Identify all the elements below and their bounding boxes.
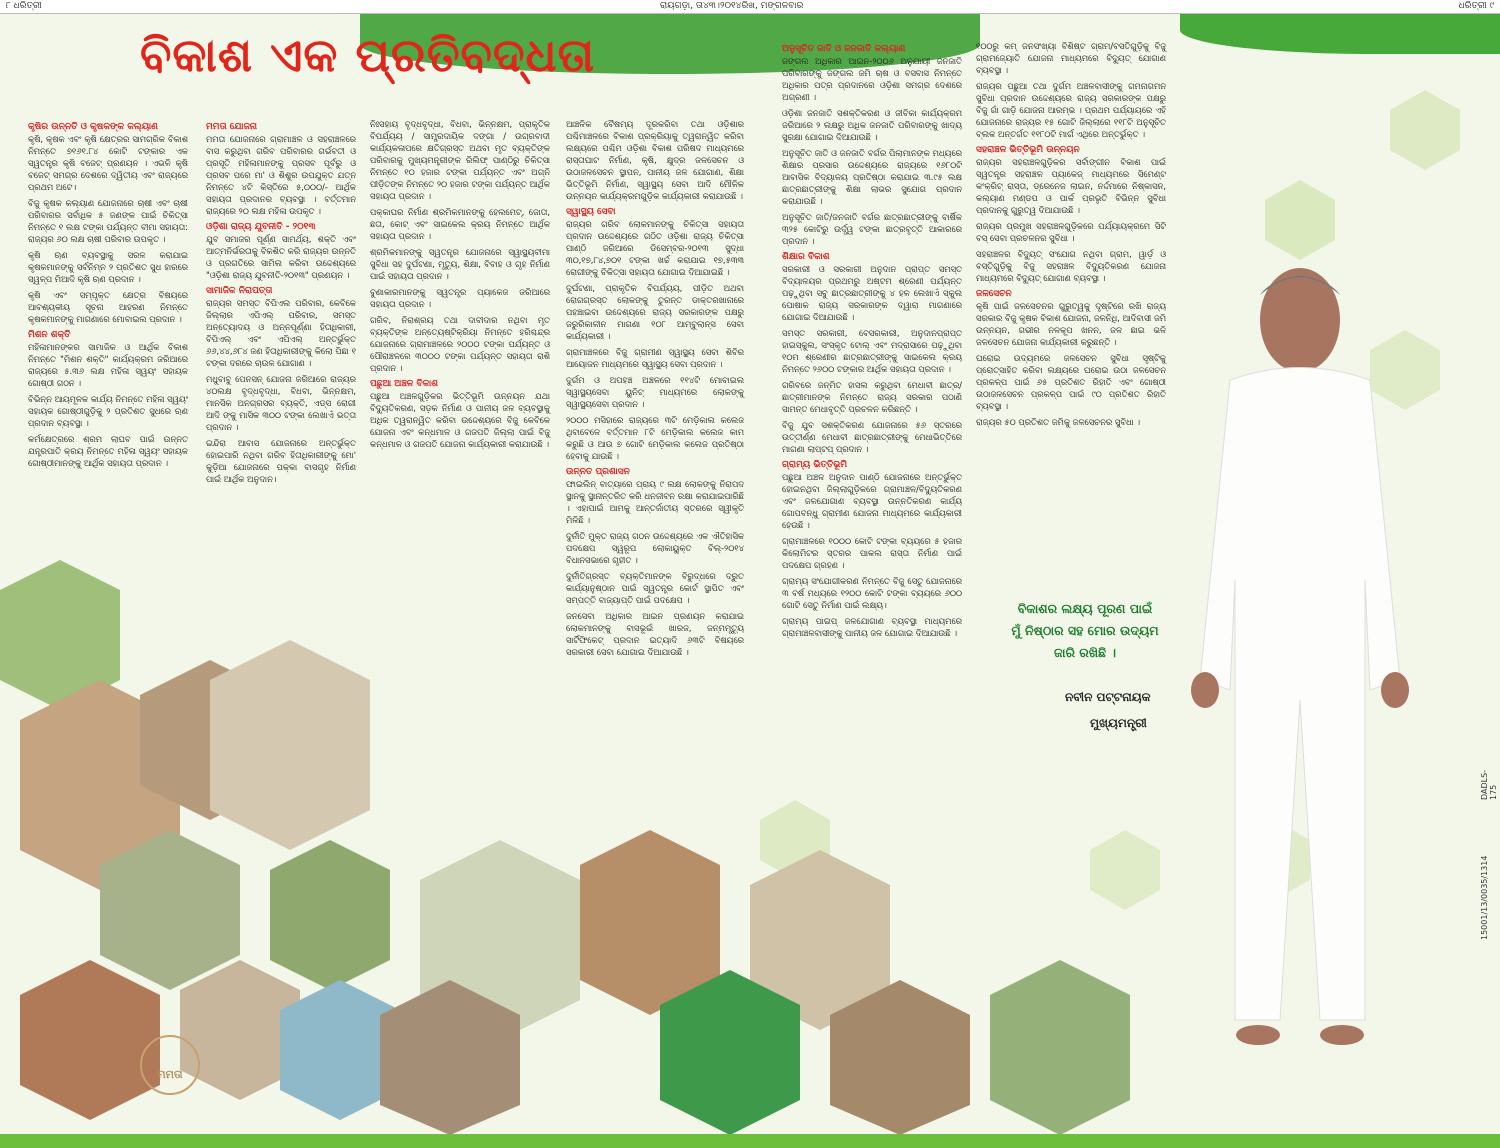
article-paragraph: ଗ୍ରାମାଞ୍ଚଳରେ ବିଜୁ ଗ୍ରାମୀଣ ସ୍ୱାସ୍ଥ୍ୟ ସେବା ଶିବିର ଆୟୋଜନ ମାଧ୍ୟମରେ ସ୍ୱାସ୍ଥ୍ୟ ସେବା ପ୍ରଦାନ ।: [566, 347, 744, 369]
section-heading: ଓଡ଼ିଶା ରାଜ୍ୟ ଯୁବନୀତି - ୨୦୧୩: [206, 222, 316, 232]
article-paragraph: କୃଷି ଏବଂ ସମ୍ପୃକ୍ତ କ୍ଷେତ୍ର ବିଷୟରେ ଆବଶ୍ୟକୀୟ ସୂଚନା ଆହରଣ ନିମନ୍ତେ କୃଷକମାନଙ୍କୁ ମାଗଣାରେ ମୋବାଇଲ ପ୍ରଦାନ ।: [28, 290, 188, 324]
article-paragraph: ଅନୁସୂଚିତ ଜାତି/ଜନଜାତି ବର୍ଗର ଛାତ୍ରଛାତ୍ରୀଙ୍କୁ ବାର୍ଷିକ ୩୨୫ କୋଟିରୁ ଉର୍ଦ୍ଧ୍ୱ ଟଙ୍କା ଛାତ୍ରବୃତ୍ତି ଆକାରରେ ପ୍ରଦାନ ।: [782, 212, 962, 246]
article-paragraph: ବୁଣାକାରମାନଙ୍କୁ ସ୍ୱତନ୍ତ୍ର ପ୍ୟାକେଜ ଜରିଆରେ ସହାୟତା ପ୍ରଦାନ ।: [370, 287, 550, 309]
quote-line-3: ଜାରି ରଖିଛି ।: [1053, 645, 1117, 660]
mamata-logo-text: ମମତା: [157, 1068, 183, 1081]
section-heading: ଉନ୍ନତ ପ୍ରଶାସନ: [566, 467, 630, 477]
article-paragraph: ଜନସେବା ଅଧିକାର ଆଇନ ପ୍ରଣୟନ କରାଯାଇ ଲୋକମାନଙ୍କୁ ବାସଭୂଇଁ ଖାରଜ, ଜନ୍ମମୃତ୍ୟୁ ସାର୍ଟିଫିକେଟ୍ ପ୍ରଦାନ ଇତ୍ୟାଦି ୬୩ଟି ବିଷୟରେ ସରକାରୀ ସେବା ଯୋଗାଇ ଦିଆଯାଉଛି ।: [566, 611, 744, 657]
chief-minister-photo: [1170, 260, 1430, 1060]
article-paragraph: ରାଜ୍ୟର ଗରିବ ଲୋକମାନଙ୍କୁ ଚିକିତ୍ସା ସହାୟତା ପ୍ରଦାନ ଉଦ୍ଦେଶ୍ୟରେ ଗଠିତ ଓଡ଼ିଶା ରାଜ୍ୟ ଚିକିତ୍ସା ପାଣ୍ଠି ଜରିଆରେ ଡିସେମ୍ବର-୨୦୧୩ ସୁଦ୍ଧା ୩୦,୧୭,୮୪,୭୦୧ ଟଙ୍କା ଖର୍ଚ୍ଚ କରାଯାଇ ୧୭,୫୩୩ ରୋଗୀଙ୍କୁ ଚିକିତ୍ସା ସହାୟତା ଯୋଗାଇ ଦିଆଯାଇଛି ।: [566, 219, 744, 277]
article-paragraph: ଆଞ୍ଚଳିକ ବୈଷମ୍ୟ ଦୂରକରିବା ତଥା ଓଡ଼ିଶାର ପଶ୍ଚିମାଞ୍ଚଳରେ ବିକାଶ ପ୍ରକ୍ରିୟାକୁ ତ୍ୱରାନ୍ୱିତ କରିବା ଲକ୍ଷ୍ୟରେ ପଶ୍ଚିମ ଓଡ଼ିଶା ବିକାଶ ପରିଷଦ ମାଧ୍ୟମରେ ରାସ୍ତାଘାଟ ନିର୍ମାଣ, କୃଷି, କ୍ଷୁଦ୍ର ଜଳସେଚନ ଓ ଉଠାଜଳସେଚନ ସ୍ଥାପନ, ପାନୀୟ ଜଳ ଯୋଗାଣ, ଶିକ୍ଷା ଭିତ୍ତିଭୂମି ନିର୍ମାଣ, ସ୍ୱାସ୍ଥ୍ୟ ସେବା ଆଦି ମୌଳିକ ଉନ୍ନୟନ କାର୍ଯ୍ୟକ୍ରମଗୁଡ଼ିକ କାର୍ଯ୍ୟକାରୀ କରାଯାଉଛି ।: [566, 119, 744, 201]
article-column-6: [976, 40, 1166, 432]
article-paragraph: ଗରିବ, ନିରାଶ୍ରୟ ତଥା ଦାବୀଦାର ନଥିବା ମୃତ ବ୍ୟକ୍ତିଙ୍କ ଅନ୍ତ୍ୟେଷ୍ଟିକ୍ରିୟା ନିମନ୍ତେ ହରିଶ୍ଚନ୍ଦ୍ର ଯୋଜନାରେ ଗ୍ରାମାଞ୍ଚଳରେ ୨୦୦୦ ଟଙ୍କା ପର୍ଯ୍ୟନ୍ତ ଓ ପୌରାଞ୍ଚଳରେ ୩୦୦୦ ଟଙ୍କା ପର୍ଯ୍ୟନ୍ତ ସହାୟତା ରାଶି ପ୍ରଦାନ ।: [370, 315, 550, 373]
article-paragraph: ଦୁର୍ନୀତିଗ୍ରସ୍ତ ବ୍ୟକ୍ତିମାନଙ୍କ ବିରୁଦ୍ଧରେ ଦ୍ରୁତ କାର୍ଯ୍ୟାନୁଷ୍ଠାନ ପାଇଁ ସ୍ୱତନ୍ତ୍ର କୋର୍ଟ ସ୍ଥାପିତ ଏବଂ ସମ୍ପତ୍ତି ବାଜ୍ୟାପ୍ତି ପାଇଁ ପଦକ୍ଷେପ ।: [566, 571, 744, 605]
section-heading: ଜଳସେଚନ: [976, 289, 1012, 299]
signature: ନବୀନ ପଟ୍ଟନାୟକ: [1065, 690, 1151, 704]
article-paragraph: କୃଷି ପାଇଁ ଜଳସେଚନର ଗୁରୁତ୍ୱକୁ ଦୃଷ୍ଟିରେ ରଖି ରାଜ୍ୟ ସରକାର ବିଜୁ କୃଷକ ବିକାଶ ଯୋଜନା, ଜଳନିଧି, ଆଦିବାସୀ ଜମି ଉନ୍ନୟନ, ଗଭୀର ନଳକୂପ ଖନନ, ଜଳ ଛାଇ ଭଳି ଜଳସେଚନ ଯୋଜନା କାର୍ଯ୍ୟକାରୀ କରୁଛନ୍ତି ।: [976, 301, 1166, 347]
article-paragraph: ଓଡ଼ିଶା ଜନଜାତି ସଶକ୍ତିକରଣ ଓ ଜୀବିକା କାର୍ଯ୍ୟକ୍ରମ ଜରିଆରେ ୨ ଲକ୍ଷରୁ ଅଧିକ ଜନଜାତି ପରିବାରଙ୍କୁ ଖାଦ୍ୟ ସୁରକ୍ଷା ଯୋଗାଇ ଦିଆଯାଉଛି ।: [782, 108, 962, 142]
photo-hex-6: [20, 960, 160, 1120]
quote-line-1: ବିକାଶର ଲକ୍ଷ୍ୟ ପୂରଣ ପାଇଁ: [1017, 601, 1153, 616]
article-paragraph: ପକ୍କାଘର ନିର୍ମାଣ ଶ୍ରମିକମାନଙ୍କୁ ହେଲମେଟ୍, ଜୋତା, ଛତା, କୋଟ୍ ଏବଂ ସାଇକେଲ କ୍ରୟ ନିମନ୍ତେ ଆର୍ଥିକ ସହାୟତା ପ୍ରଦାନ ।: [370, 207, 550, 241]
article-paragraph: ମଧୁବାବୁ ପେନସନ୍ ଯୋଜନା ଜରିଆରେ ରାଜ୍ୟର ୪୦ଲକ୍ଷ ବୃଦ୍ଧବୃଦ୍ଧା, ବିଧବା, ଭିନ୍ନକ୍ଷମ, ମାନସିକ ଅନଗ୍ରସର ବ୍ୟକ୍ତି, ଏଡ୍ସ ରୋଗୀ ଆଦି ଙ୍କୁ ମାସିକ ୩୦୦ ଟଙ୍କା ଲେଖାଏଁ ଭତ୍ତା ପ୍ରଦାନ ।: [206, 374, 356, 432]
article-paragraph: ଦୁର୍ନୀତି ମୁକ୍ତ ରାଜ୍ୟ ଗଠନ ଉଦ୍ଦେଶ୍ୟରେ ଏକ ଐତିହାସିକ ପଦକ୍ଷେପ ସ୍ୱରୂପ ଲୋକାୟୁକ୍ତ ବିଲ୍-୨୦୧୪ ବିଧାନସଭାରେ ଗୃହୀତ ।: [566, 531, 744, 565]
article-paragraph: କର୍ମକ୍ଷେତ୍ରରେ ଶ୍ରମ ଲାଘବ ପାଇଁ ଉନ୍ନତ ଯନ୍ତ୍ରପାତି କ୍ରୟ ନିମନ୍ତେ ମହିଳା ସ୍ୱୟଂ ସହାୟକ ଗୋଷ୍ଠୀମାନଙ୍କୁ ଆର୍ଥିକ ସହାୟତା ପ୍ରଦାନ ।: [28, 434, 188, 468]
article-paragraph: ମହିଳାମାନଙ୍କର ସାମାଜିକ ଓ ଆର୍ଥିକ ବିକାଶ ନିମନ୍ତେ "ମିଶନ ଶକ୍ତି" କାର୍ଯ୍ୟକ୍ରମ ଜରିଆରେ ରାଜ୍ୟରେ ୫.୩୬ ଲକ୍ଷ ମହିଳା ସ୍ୱୟଂ ସହାୟକ ଗୋଷ୍ଠୀ ଗଠନ ।: [28, 342, 188, 388]
article-paragraph: ଗ୍ରାମାଞ୍ଚଳରେ ୧୦୦୦ କୋଟି ଟଙ୍କା ବ୍ୟୟରେ ୫ ହଜାର କିଲୋମିଟର ସ୍ତରର ପାକଲ ରାସ୍ତା ନିର୍ମାଣ ପାଇଁ ପଦକ୍ଷେପ ଗ୍ରହଣ ।: [782, 536, 962, 570]
article-paragraph: ରାଜ୍ୟର ସମସ୍ତ ବିପିଏଲ ପରିବାର, କେବିକେ ଜିଲ୍ଲାର ଏପିଏଲ୍ ପରିବାର, ସମସ୍ତ ଅନ୍ତ୍ୟୋଦୟ ଓ ଅନ୍ନପୂର୍ଣ୍ଣା ହିତାଧିକାରୀ, ବିପିଏଲ୍ ଏବଂ ଏପିଏଲ୍ ଅନ୍ତର୍ଭୁକ୍ତ ୬୬,୪୪,୬୮୪ ଜଣ ହିତାଧିକାରୀଙ୍କୁ କିଲୋ ପିଛା ୧ ଟଙ୍କା ଦରରେ ଚାଉଳ ଯୋଗାଣ ।: [206, 298, 356, 368]
article-paragraph: ରାଜ୍ୟର ପ୍ରମୁଖ ସହରାଞ୍ଚଳଗୁଡ଼ିକରେ ପର୍ଯ୍ୟାୟକ୍ରମେ ସିଟି ବସ୍ ସେବା ପ୍ରଚଳନର ସୁବିଧା ।: [976, 221, 1166, 243]
article-paragraph: ରାଜ୍ୟର ସହରାଞ୍ଚଳଗୁଡ଼ିକର ସର୍ବାଙ୍ଗୀନ ବିକାଶ ପାଇଁ ସ୍ୱତନ୍ତ୍ର ସହରାଞ୍ଚଳ ପ୍ୟାକେଜ୍ ମାଧ୍ୟମରେ ସିମେଣ୍ଟ କଂକ୍ରିଟ୍ ରାସ୍ତା, ଡ୍ରେନେଜ ଲାଇନ, ନର୍ଦ୍ଦମାରେ ନିଷ୍କାସନ, କଲ୍ୟାଣ ମଣ୍ଡପ ଓ ପାର୍କ ପ୍ରଭୃତି ବିଭିନ୍ନ ସୁବିଧା ପ୍ରଦାନକୁ ଗୁରୁତ୍ୱ ଦିଆଯାଉଛି ।: [976, 157, 1166, 215]
article-paragraph: ପଛୁଆ ଅଞ୍ଚଳ ଅନୁଦାନ ପାଣ୍ଠି ଯୋଜନାରେ ଅନ୍ତର୍ଭୁକ୍ତ ହୋଇନଥିବା ଜିଲ୍ଲାଗୁଡ଼ିକରେ ଗ୍ରାମାଞ୍ଚଳ/ବିଦ୍ୟୁତିକରଣ ଏବଂ ଜଳଯୋଗାଣ ବ୍ୟବସ୍ଥା ଉନ୍ନତିକରଣ କାର୍ଯ୍ୟ ଗୋପବନ୍ଧୁ ଗ୍ରାମୀଣ ଯୋଜନା ମାଧ୍ୟମରେ କାର୍ଯ୍ୟକାରୀ ହେଉଛି ।: [782, 472, 962, 530]
article-paragraph: କୃଷି ଋଣ ବ୍ୟବସ୍ଥାକୁ ସରଳ କରାଯାଇ କୃଷକମାନଙ୍କୁ ସର୍ବନିମ୍ନ ୨ ପ୍ରତିଶତ ସୁଧ ହାରରେ ସ୍ୱଳ୍ପ ମିଆଦି କୃଷି ଋଣ ପ୍ରଦାନ ।: [28, 250, 188, 284]
green-corner-decoration: [1180, 14, 1500, 54]
article-paragraph: ବିଭିନ୍ନ ଆୟମୂଳକ କାର୍ଯ୍ୟ ନିମନ୍ତେ ମହିଳା ସ୍ୱୟଂ ସହାୟକ ଗୋଷ୍ଠୀଗୁଡ଼ିକୁ ୨ ପ୍ରତିଶତ ସୁଧରେ ଋଣ ପ୍ରଦାନ ବ୍ୟବସ୍ଥା ।: [28, 394, 188, 428]
article-paragraph: ଦୁର୍ଗମ ଓ ଅପହଞ୍ଚ ଅଞ୍ଚଳରେ ୧୧୪ଟି ମୋବାଇଲ ସ୍ୱାସ୍ଥ୍ୟସେବା ୟୁନିଟ୍ ମାଧ୍ୟମରେ ଲୋକଙ୍କୁ ସ୍ୱାସ୍ଥ୍ୟସେବା ପ୍ରଦାନ ।: [566, 375, 744, 409]
article-column-5: [782, 40, 962, 643]
article-paragraph: ପଛୁଆ ଅଞ୍ଚଳଗୁଡ଼ିକର ଭିତ୍ତିଭୂମି ଉନ୍ନୟନ ଯଥା ବିଦ୍ୟୁତିକରଣ, ସଡ଼କ ନିର୍ମାଣ ଓ ପାନୀୟ ଜଳ ବ୍ୟବସ୍ଥାକୁ ଅଧିକ ତ୍ୱରାନ୍ୱିତ କରିବା ଉଦ୍ଦେଶ୍ୟରେ ବିଜୁ କେବିକେ ଯୋଜନା ଏବଂ କନ୍ଧମାଳ ଓ ଗଜପତି ଜିଲ୍ଲା ପାଇଁ ବିଜୁ କନ୍ଧମାଳ ଓ ଗଜପତି ଯୋଜନା କାର୍ଯ୍ୟକାରୀ କରାଯାଉଛି ।: [370, 391, 550, 449]
article-paragraph: ଶ୍ରମିକମାନଙ୍କୁ ସ୍ୱତନ୍ତ୍ର ଯୋଜନାରେ ସ୍ୱାସ୍ଥ୍ୟବୀମା ସୁବିଧା ସହ ଦୁର୍ଘଟଣା, ମୃତ୍ୟୁ, ଶିକ୍ଷା, ବିବାହ ଓ ଗୃହ ନିର୍ମାଣ ପାଇଁ ସହାୟତା ପ୍ରଦାନ ।: [370, 247, 550, 281]
article-paragraph: ସହରାଞ୍ଚଳର ବିଦ୍ୟୁତ୍ ସଂଯୋଗ ନଥିବା ଗ୍ରାମ, ୱାର୍ଡ଼ ଓ ବସ୍ତିଗୁଡ଼ିକୁ ବିଜୁ ସହରାଞ୍ଚଳ ବିଦ୍ୟୁତିକରଣ ଯୋଜନା ମାଧ୍ୟମରେ ବିଦ୍ୟୁତ୍ ଯୋଗାଣ ବ୍ୟବସ୍ଥା ।: [976, 249, 1166, 283]
hex-decoration: [1390, 90, 1460, 170]
article-paragraph: ଜଙ୍ଗଲ ଅଧିକାର ଆଇନ-୨୦୦୬ ଅନୁଯାୟୀ ଜନଜାତି ପରିବାରଙ୍କୁ ଜଙ୍ଗଲ ଜମି ଚାଷ ଓ ବସବାସ ନିମନ୍ତେ ଅଧିକାର ପତ୍ର ପ୍ରଦାନରେ ଓଡ଼ିଶା ସମଗ୍ର ଦେଶରେ ଅଗ୍ରଣୀ ।: [782, 56, 962, 102]
article-paragraph: ରାଜ୍ୟର ୫୦ ପ୍ରତିଶତ ଜମିକୁ ଜଳସେଚନର ସୁବିଧା ।: [976, 417, 1141, 427]
article-paragraph: ବିଜୁ କୃଷକ କଲ୍ୟାଣ ଯୋଜନାରେ ଚାଷୀ ଏବଂ ଚାଷୀ ପରିବାରର ସର୍ବାଧିକ ୫ ଜଣଙ୍କ ପାଇଁ ଚିକିତ୍ସା ନିମନ୍ତେ ୧ ଲକ୍ଷ ଟଙ୍କା ପର୍ଯ୍ୟନ୍ତ ବୀମା ସହାୟତା: ରାଜ୍ୟର ୬୦ ଲକ୍ଷ ଚାଷୀ ପରିବାର ଉପକୃତ ।: [28, 198, 188, 244]
section-heading: ସହରାଞ୍ଚଳ ଭିତ୍ତିଭୂମି ଉନ୍ନୟନ: [976, 145, 1080, 155]
article-column-2: [206, 118, 356, 489]
article-paragraph: ଇନ୍ଦିରା ଆବାସ ଯୋଜନାରେ ଅନ୍ତର୍ଭୁକ୍ତ ହୋଇପାରି ନଥିବା ଗରିବ ହିତାଧିକାରୀଙ୍କୁ ମୋ' କୁଡ଼ିଆ ଯୋଜନାରେ ପକ୍କା ବାସଗୃହ ନିର୍ମାଣ ପାଇଁ ଆର୍ଥିକ ଅନୁଦାନ।: [206, 438, 356, 484]
article-paragraph: ରାଜ୍ୟର ପଛୁଆ ତଥା ଦୁର୍ଗମ ଅଞ୍ଚଳବାସୀଙ୍କୁ ଗମନାଗମନ ସୁବିଧା ପ୍ରଦାନ ଉଦ୍ଦେଶ୍ୟରେ ରାଜ୍ୟ ସରକାରଙ୍କ ପକ୍ଷରୁ ବିଜୁ ଗାଁ ଗାଡ଼ି ଯୋଜନା ଆରମ୍ଭ । ପ୍ରଥମ ପର୍ଯ୍ୟାୟରେ ଏହି ଯୋଜନାରେ ରାଜ୍ୟର ୧୫ ଗୋଟି ଜିଲ୍ଲାରେ ୧୧୮ଟି ଅନୁସୂଚିତ ବ୍ଲକ ଅନ୍ତର୍ଗତ ୧୧୮୦ଟି ମାର୍ଗ ଏଥିରେ ଅନ୍ତର୍ଭୁକ୍ତ ।: [976, 81, 1166, 139]
article-paragraph: ୧୦୦ରୁ କମ୍ ଜନସଂଖ୍ୟା ବିଶିଷ୍ଟ ଗ୍ରାମ/ବସତିଗୁଡ଼ିକୁ ବିଜୁ ଗ୍ରାମଜ୍ୟୋତି ଯୋଜନା ମାଧ୍ୟମରେ ବିଦ୍ୟୁତ୍ ଯୋଗାଣ ବ୍ୟବସ୍ଥା ।: [976, 41, 1166, 75]
quote-line-2: ମୁଁ ନିଷ୍ଠାର ସହ ମୋର ଉଦ୍ୟମ: [1011, 623, 1159, 638]
page-footer: [0, 1134, 1500, 1148]
article-column-1: [28, 118, 188, 473]
article-paragraph: ଯୁବ ସମାଜର ପୂର୍ଣ୍ଣ ସାମର୍ଥ୍ୟ, ଶକ୍ତି ଏବଂ ଆତ୍ମନିର୍ଭରତାକୁ ବିକଶିତ କରି ରାଜ୍ୟର ଉନ୍ନତି ଓ ପ୍ରଗତିରେ ସାମିଲ କରିବା ଉଦ୍ଦେଶ୍ୟରେ "ଓଡ଼ିଶା ରାଜ୍ୟ ଯୁବନୀତି-୨୦୧୩" ପ୍ରଣୟନ ।: [206, 234, 356, 280]
left-page-number: ୮ ଧରିତ୍ରୀ: [6, 1, 42, 11]
article-paragraph: ସମସ୍ତ ସରକାରୀ, ବେସରକାରୀ, ଅନୁଦାନପ୍ରାପ୍ତ ହାଇସ୍କୁଲ, ସଂସ୍କୃତ ଟୋଲ୍ ଏବଂ ମଦ୍ରାସାରେ ପଢ଼ୁଥିବା ୧୦ମ ଶ୍ରେଣୀର ଛାତ୍ରଛାତ୍ରୀଙ୍କୁ ସାଇକେଲ କ୍ରୟ ନିମନ୍ତେ ୨୬୦୦ ଟଙ୍କାର ଆର୍ଥିକ ସହାୟତା ପ୍ରଦାନ ।: [782, 328, 962, 374]
photo-hex-14: [660, 970, 800, 1135]
article-paragraph: ଅନୁସୂଚିତ ଜାତି ଓ ଜନଜାତି ବର୍ଗର ପିଲାମାନଙ୍କ ମଧ୍ୟରେ ଶିକ୍ଷାର ପ୍ରସାର ଉଦ୍ଦେଶ୍ୟରେ ରାଜ୍ୟରେ ୧୬୮୦ଟି ଆବାସିକ ବିଦ୍ୟାଳୟ ପ୍ରତିଷ୍ଠା କରାଯାଇ ୩.୯୫ ଲକ୍ଷ ଛାତ୍ରଛାତ୍ରୀଙ୍କୁ ଶିକ୍ଷା ଲାଭର ସୁଯୋଗ ପ୍ରଦାନ କରାଯାଉଛି ।: [782, 148, 962, 206]
hex-decoration: [1265, 180, 1335, 260]
section-heading: ଗ୍ରାମ୍ୟ ଭିତ୍ତିଭୂମି: [782, 460, 848, 470]
dateline: ରାୟଗଡ଼ା, ତା୪୩।୨୦୧୪ରିଖ, ମଙ୍ଗଳବାର: [660, 1, 804, 11]
article-paragraph: କୃଷି, କୃଷକ ଏବଂ କୃଷି କ୍ଷେତ୍ରର ସାମଗ୍ରିକ ବିକାଶ ନିମନ୍ତେ ୭୧୬୧.୮୪ କୋଟି ଟଙ୍କାର ଏକ ସ୍ୱତନ୍ତ୍ର କୃଷି ବଜେଟ୍ ପ୍ରଣୟନ । ଏଭଳି କୃଷି ବଜେଟ୍ ସମଗ୍ର ଦେଶରେ ଦ୍ୱିତୀୟ ଏବଂ ରାଜ୍ୟରେ ପ୍ରଥମ ଅଟେ।: [28, 134, 188, 192]
article-paragraph: ମମତା ଯୋଜନାରେ ଗ୍ରାମାଞ୍ଚଳ ଓ ସହରାଞ୍ଚଳରେ ବାସ କରୁଥିବା ଗରିବ ପରିବାରର ଗର୍ଭବତୀ ଓ ପ୍ରସୂତି ମହିଳାମାନଙ୍କୁ ପ୍ରସବ ପୂର୍ବରୁ ଓ ପ୍ରସବ ପରେ ମା' ଓ ଶିଶୁର ଉପଯୁକ୍ତ ଯତ୍ନ ନିମନ୍ତେ ୪ଟି କିସ୍ତିରେ ୫,୦୦୦/- ଆର୍ଥିକ ସହାୟତା ପ୍ରଦାନର ବ୍ୟବସ୍ଥା । ବର୍ତ୍ତମାନ ରାଜ୍ୟରେ ୨୦ ଲକ୍ଷ ମହିଳା ଉପକୃତ ।: [206, 134, 356, 216]
article-paragraph: ଦୁର୍ଘଟଣା, ପ୍ରାକୃତିକ ବିପର୍ଯ୍ୟୟ, ପୀଡ଼ିତ ଅଥବା ରୋଗଗ୍ରସ୍ତ ଲୋକଙ୍କୁ ତୁରନ୍ତ ଡାକ୍ତରଖାନାରେ ପହଞ୍ଚାଇବା ଉଦ୍ଦେଶ୍ୟରେ ରାଜ୍ୟ ସରକାରଙ୍କ ପକ୍ଷରୁ ଜରୁରିକାଳୀନ ମାଗଣା ୧୦୮ ଆମ୍ବୁଲାନ୍ସ ସେବା କାର୍ଯ୍ୟକାରୀ ।: [566, 283, 744, 341]
ad-code-1: DADLS-175: [1480, 769, 1498, 800]
article-paragraph: ଗ୍ରାମ୍ୟ ପାଇପ୍ ଜଳଯୋଗାଣ ବ୍ୟବସ୍ଥା ମାଧ୍ୟମରେ ଗ୍ରାମାଞ୍ଚଳବାସୀଙ୍କୁ ପାନୀୟ ଜଳ ଯୋଗାଇ ଦିଆଯାଉଛି ।: [782, 616, 962, 638]
section-heading: କୃଷିର ଉନ୍ନତି ଓ କୃଷକଙ୍କ କଲ୍ୟାଣ: [28, 122, 158, 132]
article-paragraph: ଘରୋଇ ଉଦ୍ୟମରେ ଜଳସେଚନ ସୁବିଧା ସୃଷ୍ଟିକୁ ପ୍ରୋତ୍ସାହିତ କରିବା ଲକ୍ଷ୍ୟରେ ଘରୋଇ ଉଠା ଜଳସେଚନ ପ୍ରକଳ୍ପ ପାଇଁ ୬୫ ପ୍ରତିଶତ ରିହାତି ଏବଂ ଗୋଷ୍ଠୀ ଉଠାଜଳସେଚନ ପ୍ରକଳ୍ପ ପାଇଁ ୯୦ ପ୍ରତିଶତ ରିହାତି ବ୍ୟବସ୍ଥା ।: [976, 353, 1166, 411]
signature-role: ମୁଖ୍ୟମନ୍ତ୍ରୀ: [1090, 716, 1147, 730]
section-heading: ଅନୁସୂଚିତ ଜାତି ଓ ଜନଜାତି କଲ୍ୟାଣ: [782, 44, 906, 54]
photo-hex-8: [270, 840, 390, 990]
mamata-logo: [140, 1035, 200, 1095]
article-paragraph: ଗ୍ରାମ୍ୟ ସଂଯୋଗୀକରଣ ନିମନ୍ତେ ବିଜୁ ସେତୁ ଯୋଜନାରେ ୩ ବର୍ଷ ମଧ୍ୟରେ ୧୨୦୦ କୋଟି ଟଙ୍କା ବ୍ୟୟରେ ୬୦୦ ଗୋଟି ସେତୁ ନିର୍ମାଣ ପାଇଁ ଲକ୍ଷ୍ୟ।: [782, 576, 962, 610]
section-heading: ମମତା ଯୋଜନା: [206, 122, 258, 132]
section-heading: ସ୍ୱାସ୍ଥ୍ୟ ସେବା: [566, 207, 616, 217]
article-paragraph: ବିଜୁ ଯୁବ ସଶକ୍ତିକରଣ ଯୋଜନାରେ ୫୬ ସ୍ତରରେ ଉତ୍ତୀର୍ଣ୍ଣ ମେଧାବୀ ଛାତ୍ରଛାତ୍ରୀଙ୍କୁ ମେଧାଭିତ୍ତିରେ ମାଗଣା ଲାପ୍‌ଟପ୍ ପ୍ରଦାନ ।: [782, 420, 962, 454]
section-heading: ସାମାଜିକ ନିରାପତ୍ତା: [206, 286, 273, 296]
photo-hex-4: [210, 640, 370, 850]
ad-code-2: 15001/13/0035/1314: [1480, 855, 1489, 940]
page-title: ବିକାଶ ଏକ ପ୍ରତିବଦ୍ଧତା: [140, 28, 596, 82]
page-header: [0, 0, 1500, 14]
section-heading: ଶିକ୍ଷାର ବିକାଶ: [782, 252, 830, 262]
section-heading: ପଛୁଆ ଅଞ୍ଚଳ ବିକାଶ: [370, 379, 438, 389]
article-paragraph: ନିଃସହାୟ ବୃଦ୍ଧବୃଦ୍ଧା, ବିଧବା, ଭିନ୍ନକ୍ଷମ, ପ୍ରାକୃତିକ ବିପର୍ଯ୍ୟୟ / ସାମ୍ପ୍ରଦାୟିକ ଦଙ୍ଗା / ଉଗ୍ରବାଦୀ କାର୍ଯ୍ୟକଳାପରେ କ୍ଷତିଗ୍ରସ୍ତ ଅଥବା ମୃତ ବ୍ୟକ୍ତିଙ୍କ ପରିବାରକୁ ମୁଖ୍ୟମନ୍ତ୍ରୀଙ୍କ ରିଲିଫ୍ ପାଣ୍ଠିରୁ ଚିକିତ୍ସା ନିମନ୍ତେ ୧୦ ହଜାର ଟଙ୍କା ପର୍ଯ୍ୟନ୍ତ ଏବଂ ଅଗ୍ନି ପୀଡ଼ିତଙ୍କ ନିମନ୍ତେ ୨୦ ହଜାର ଟଙ୍କା ପର୍ଯ୍ୟନ୍ତ ଆର୍ଥିକ ସହାୟତା ପ୍ରଦାନ ।: [370, 119, 550, 201]
article-paragraph: ଫାଇଲିନ୍ ବାତ୍ୟାରେ ପ୍ରାୟ ୯ ଲକ୍ଷ ଲୋକଙ୍କୁ ନିରାପଦ ସ୍ଥାନକୁ ସ୍ଥାନାନ୍ତରିତ କରି ଧନଜୀବନ ରକ୍ଷା କରାଯାଇପାରିଛି । ଏହାପାଇଁ ଆମକୁ ଆନ୍ତର୍ଜାତୀୟ ସ୍ତରରେ ସ୍ୱୀକୃତି ମିଳିଛି ।: [566, 479, 744, 525]
cm-quote: [985, 598, 1185, 664]
photo-hex-16: [990, 960, 1130, 1135]
article-paragraph: ୨୦୦୦ ମସିହାରେ ରାଜ୍ୟରେ ୩ଟି ମେଡ଼ିକାଲ କଲେଜ ଥିବାବେଳେ ବର୍ତ୍ତମାନ ୮ଟି ମେଡ଼ିକାଲ କଲେଜ କାମ କରୁଛି ଓ ଆଉ ୭ ଗୋଟି ମେଡ଼ିକାଲ କଲେଜ ପ୍ରତିଷ୍ଠା ହେବାକୁ ଯାଉଛି ।: [566, 415, 744, 461]
right-page-number: ଧରିତ୍ରୀ ୯: [1458, 1, 1494, 11]
article-paragraph: ସରକାରୀ ଓ ସରକାରୀ ଅନୁଦାନ ପ୍ରାପ୍ତ ସମସ୍ତ ବିଦ୍ୟାଳୟର ପ୍ରଥମରୁ ଅଷ୍ଟମ ଶ୍ରେଣୀ ପର୍ଯ୍ୟନ୍ତ ପଢ଼ୁଥିବା ସବୁ ଛାତ୍ରଛାତ୍ରୀଙ୍କୁ ୪ ହଳ ଲେଖାଏଁ ସ୍କୁଲ ପୋଷାକ ରାଜ୍ୟ ସରକାରଙ୍କ ଦ୍ୱାରା ମାଗଣାରେ ଯୋଗାଇ ଦିଆଯାଉଛି ।: [782, 264, 962, 322]
article-column-3: [370, 118, 550, 454]
article-paragraph: ଗରିବରେ ଜନ୍ମିତ ହାସଲ କରୁଥିବା ମେଧାବୀ ଛାତ୍ର/ଛାତ୍ରୀମାନଙ୍କ ନିମନ୍ତେ ରାଜ୍ୟ ସରକାର ପଠାଣି ସାମନ୍ତ ମେଧାବୃତ୍ତି ପ୍ରଚଳନ କରିଛନ୍ତି ।: [782, 380, 962, 414]
section-heading: ମିଶନ ଶକ୍ତି: [28, 330, 71, 340]
